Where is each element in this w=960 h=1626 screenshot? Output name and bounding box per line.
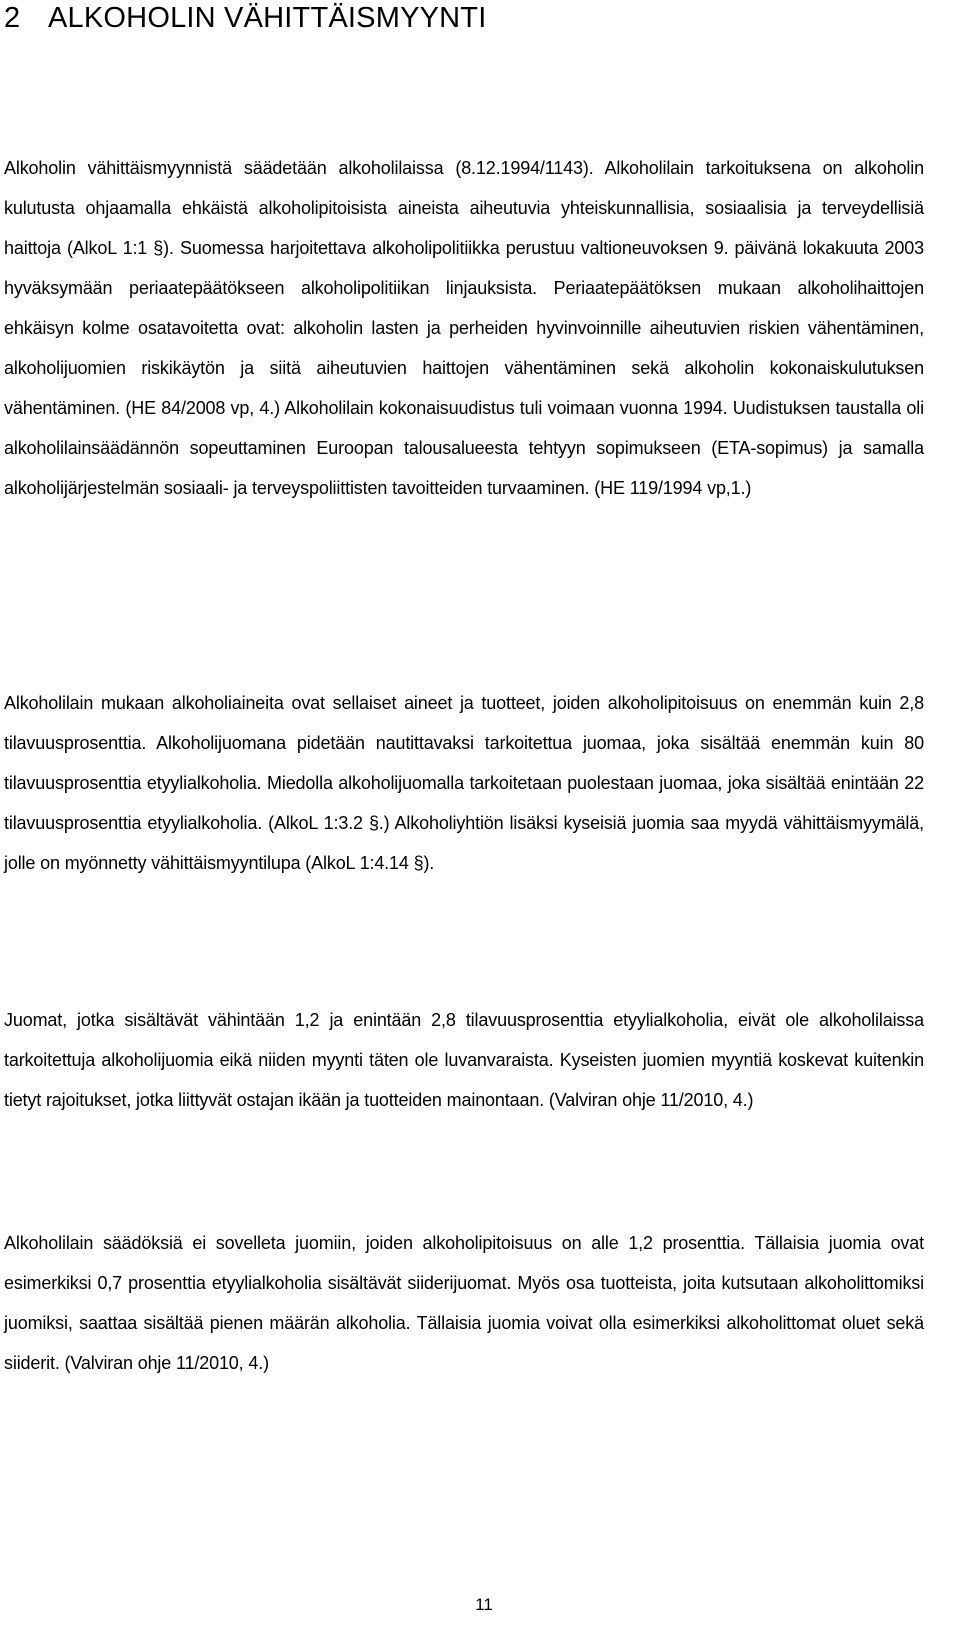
chapter-number: 2: [4, 2, 21, 34]
paragraph-exempt-drinks: Alkoholilain säädöksiä ei sovelleta juomiin, joiden alkoholipitoisuus on alle 1,2 prosenttia. Tällaisia juomia ovat esimerkiksi 0,7 prosenttia etyylialkoholia sisältävät siiderijuomat. Myös osa tuotteista, joita kutsutaan alkoholittomiksi juomiksi, saattaa sisältää pienen määrän alkoholia. Tällaisia juomia voivat olla esimerkiksi alkoholittomat oluet sekä siiderit. (Valviran ohje 11/2010, 4.): [4, 1233, 924, 1373]
chapter-title: ALKOHOLIN VÄHITTÄISMYYNTI: [48, 2, 487, 34]
paragraph-low-alcohol-drinks: Juomat, jotka sisältävät vähintään 1,2 ja enintään 2,8 tilavuusprosenttia etyylialkoholia, eivät ole alkoholilaissa tarkoitettuja alkoholijuomia eikä niiden myynti täten ole luvanvaraista. Kyseisten juomien myyntiä koskevat kuitenkin tietyt rajoitukset, jotka liittyvät ostajan ikään ja tuotteiden mainontaan. (Valviran ohje 11/2010, 4.): [4, 1010, 924, 1110]
chapter-heading: [4, 2, 486, 35]
paragraph-alcohol-definitions: Alkoholilain mukaan alkoholiaineita ovat sellaiset aineet ja tuotteet, joiden alkoholipitoisuus on enemmän kuin 2,8 tilavuusprosenttia. Alkoholijuomana pidetään nautittavaksi tarkoitettua juomaa, joka sisältää enemmän kuin 80 tilavuusprosenttia etyylialkoholia. Miedolla alkoholijuomalla tarkoitetaan puolestaan juomaa, joka sisältää enintään 22 tilavuusprosenttia etyylialkoholia. (AlkoL 1:3.2 §.) Alkoholiyhtiön lisäksi kyseisiä juomia saa myydä vähittäismyymälä, jolle on myönnetty vähittäismyyntilupa (AlkoL 1:4.14 §).: [4, 693, 924, 873]
page-number: 11: [475, 1595, 493, 1614]
paragraph-legislation-overview: Alkoholin vähittäismyynnistä säädetään alkoholilaissa (8.12.1994/1143). Alkoholilain tarkoituksena on alkoholin kulutusta ohjaamalla ehkäistä alkoholipitoisista aineista aiheutuvia yhteiskunnallisia, sosiaalisia ja terveydellisiä haittoja (AlkoL 1:1 §). Suomessa harjoitettava alkoholipolitiikka perustuu valtioneuvoksen 9. päivänä lokakuuta 2003 hyväksymään periaatepäätökseen alkoholipolitiikan linjauksista. Periaatepäätöksen mukaan alkoholihaittojen ehkäisyn kolme osatavoitetta ovat: alkoholin lasten ja perheiden hyvinvoinnille aiheutuvien riskien vähentäminen, alkoholijuomien riskikäytön ja siitä aiheutuvien haittojen vähentäminen sekä alkoholin kokonaiskulutuksen vähentäminen. (HE 84/2008 vp, 4.) Alkoholilain kokonaisuudistus tuli voimaan vuonna 1994. Uudistuksen taustalla oli alkoholilainsäädännön sopeuttaminen Euroopan talousalueesta tehtyyn sopimukseen (ETA-sopimus) ja samalla alkoholijärjestelmän sosiaali- ja terveyspoliittisten tavoitteiden turvaaminen. (HE 119/1994 vp,1.): [4, 158, 924, 498]
